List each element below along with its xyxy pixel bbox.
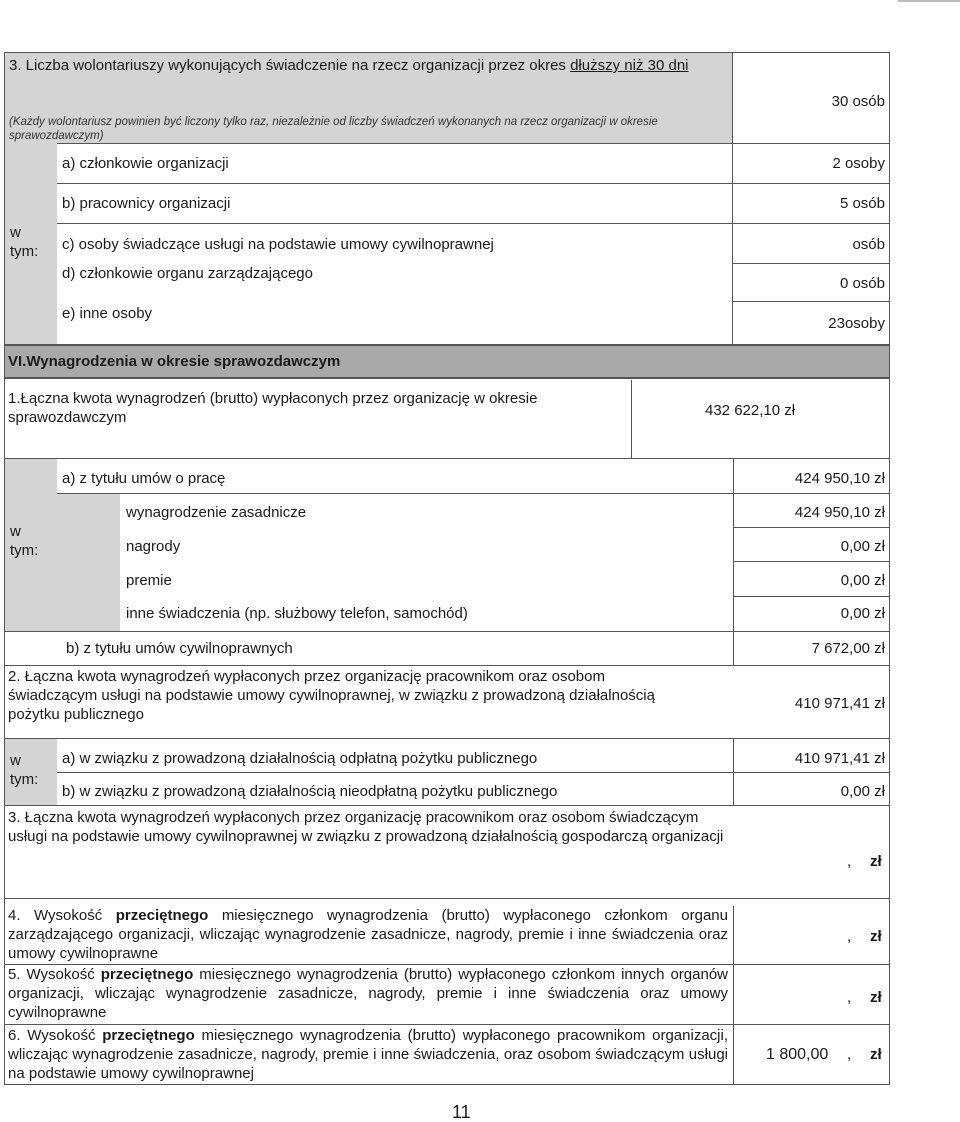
employment-contracts-value: 424 950,10 zł [794,470,885,487]
salaries-total-label: 1.Łączna kwota wynagrodzeń (brutto) wypłaconych przez organizację w okresie sprawozdawczym [8,390,538,426]
other-organs-avg-salary-label: 5. Wysokość przeciętnego miesięcznego wynagrodzenia (brutto) wypłaconego członkom innych organów organizacji, wliczając wynagrodzenie zasadnicze, nagrody, premie i inne świadczenia oraz umowy cywilnoprawne [8,966,728,1021]
unpaid-activity-value: 0,00 zł [840,783,885,800]
salaries-total-value: 432 622,10 zł [705,402,796,419]
volunteers-row-label: b) pracownicy organizacji [62,195,231,212]
employees-avg-value: 1 800,00 [766,1046,829,1063]
board-avg-comma: , [847,928,852,945]
w-tym-label: w tym: [10,752,39,788]
top-edge-bar [898,0,960,2]
page-number: 11 [452,1102,471,1122]
other-organs-avg-unit: zł [870,989,882,1006]
civil-contracts-label: b) z tytułu umów cywilnoprawnych [66,640,293,657]
w-tym-label: w tym: [10,224,39,260]
volunteers-row-label: a) członkowie organizacji [62,155,229,172]
volunteers-row-label: d) członkowie organu zarządzającego [62,265,313,282]
board-avg-unit: zł [870,928,882,945]
volunteers-row-value: 2 osoby [832,155,885,172]
civil-contracts-value: 7 672,00 zł [811,640,885,657]
volunteers-row-label: e) inne osoby [62,305,153,322]
volunteers-row-value: osób [852,236,885,253]
employment-contracts-label: a) z tytułu umów o pracę [62,470,226,487]
business-activity-unit: zł [870,853,882,870]
premiums-value: 0,00 zł [840,572,885,589]
section-vi-title: VI.Wynagrodzenia w okresie sprawozdawczym [8,353,341,370]
employees-avg-salary-label: 6. Wysokość przeciętnego miesięcznego wynagrodzenia (brutto) wypłaconego pracownikom organizacji, wliczając wynagrodzenie zasadnicze, nagrody, premie i inne świadczenia, oraz osobom świadczącym usługi na podstawie umowy cywilnoprawnej [8,1027,728,1082]
volunteers-total-value: 30 osób [831,93,885,110]
volunteers-row-label: c) osoby świadczące usługi na podstawie umowy cywilnoprawnej [62,236,494,253]
other-organs-avg-comma: , [847,989,852,1006]
other-benefits-label: inne świadczenia (np. służbowy telefon, samochód) [126,605,468,622]
other-benefits-value: 0,00 zł [840,605,885,622]
volunteers-row-value: 5 osób [839,195,885,212]
unpaid-activity-label: b) w związku z prowadzoną działalnością nieodpłatną pożytku publicznego [62,783,558,800]
employees-avg-comma: , [847,1046,852,1063]
base-salary-label: wynagrodzenie zasadnicze [126,504,307,521]
bonuses-label: nagrody [126,538,181,555]
public-benefit-salaries-value: 410 971,41 zł [794,695,885,712]
volunteers-note: (Każdy wolontariusz powinien być liczony tylko raz, niezależnie od liczby świadczeń wykonanych na rzecz organizacji w okresie sprawozdawczym) [9,116,658,142]
bonuses-value: 0,00 zł [840,538,885,555]
premiums-label: premie [126,572,172,589]
volunteers-title: 3. Liczba wolontariuszy wykonujących świadczenie na rzecz organizacji przez okres dłuższy niż 30 dni [9,57,689,74]
volunteers-row-value: 23osoby [828,315,885,332]
paid-activity-label: a) w związku z prowadzoną działalnością odpłatną pożytku publicznego [62,750,538,767]
business-activity-comma: , [847,853,852,870]
w-tym-label: w tym: [10,523,39,559]
volunteers-row-value: 0 osób [839,275,885,292]
business-activity-salaries-label: 3. Łączna kwota wynagrodzeń wypłaconych przez organizację pracownikom oraz osobom świadczącym usługi na podstawie umowy cywilnoprawnej w związku z prowadzoną działalnością gospodarczą organizacji [8,809,724,845]
board-avg-salary-label: 4. Wysokość przeciętnego miesięcznego wynagrodzenia (brutto) wypłaconego członkom organu zarządzającego organizacji, wliczając wynagrodzenie zasadnicze, nagrody, premie i inne świadczenia oraz umowy cywilnoprawne [8,907,728,962]
sub-indent-column [57,493,120,631]
employees-avg-unit: zł [870,1046,882,1063]
public-benefit-salaries-label: 2. Łączna kwota wynagrodzeń wypłaconych przez organizację pracownikom oraz osobom świadczącym usługi na podstawie umowy cywilnoprawnej, w związku z prowadzoną działalnością pożytku publicznego [8,668,655,723]
paid-activity-value: 410 971,41 zł [794,750,885,767]
base-salary-value: 424 950,10 zł [794,504,885,521]
